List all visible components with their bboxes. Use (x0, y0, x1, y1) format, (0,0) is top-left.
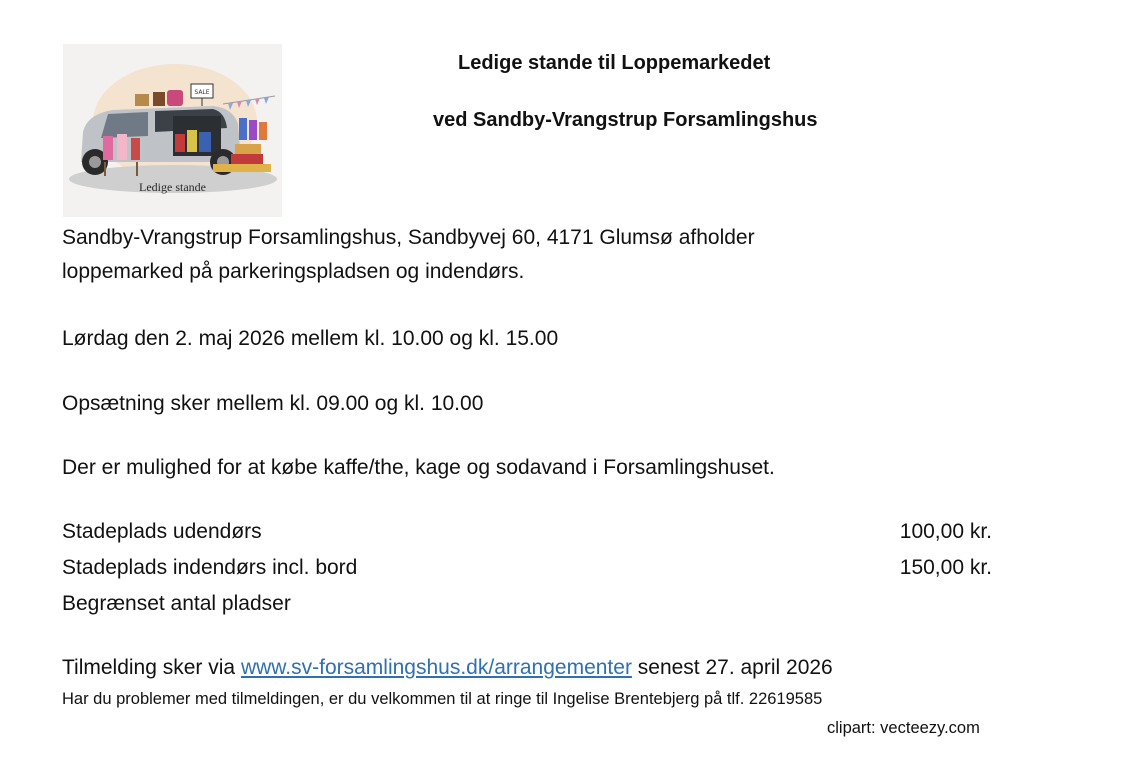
limited-spots-note: Begrænset antal pladser (62, 592, 291, 615)
signup-line (62, 651, 833, 685)
price-value: 150,00 kr. (899, 556, 992, 579)
price-label: Stadeplads udendørs (62, 520, 262, 543)
intro-line-1: Sandby-Vrangstrup Forsamlingshus, Sandbyvej 60, 4171 Glumsø afholder (62, 226, 755, 249)
price-row-indoor (62, 551, 992, 585)
price-row-outdoor (62, 515, 992, 549)
price-label: Stadeplads indendørs incl. bord (62, 556, 358, 579)
event-date: Lørdag den 2. maj 2026 mellem kl. 10.00 og kl. 15.00 (62, 327, 559, 350)
signup-suffix: senest 27. april 2026 (631, 656, 833, 679)
page-subtitle: ved Sandby-Vrangstrup Forsamlingshus (433, 109, 818, 131)
signup-prefix: Tilmelding sker via (62, 656, 241, 679)
intro-line-2: loppemarked på parkeringspladsen og indendørs. (62, 260, 525, 283)
logo-caption: Ledige stande (139, 180, 206, 194)
flea-market-logo (63, 44, 282, 217)
phone-note: Har du problemer med tilmeldingen, er du velkommen til at ringe til Ingelise Brentebjerg på tlf. 22619585 (62, 690, 823, 708)
cafe-info: Der er mulighed for at købe kaffe/the, kage og sodavand i Forsamlingshuset. (62, 456, 775, 479)
page-title: Ledige stande til Loppemarkedet (458, 52, 771, 74)
clipart-credit: clipart: vecteezy.com (827, 719, 980, 737)
intro-paragraph (62, 221, 755, 289)
signup-link[interactable]: www.sv-forsamlingshus.dk/arrangementer (240, 656, 632, 679)
price-value: 100,00 kr. (899, 520, 992, 543)
sale-sign-text: SALE (194, 89, 210, 96)
setup-time: Opsætning sker mellem kl. 09.00 og kl. 10.00 (62, 392, 484, 415)
